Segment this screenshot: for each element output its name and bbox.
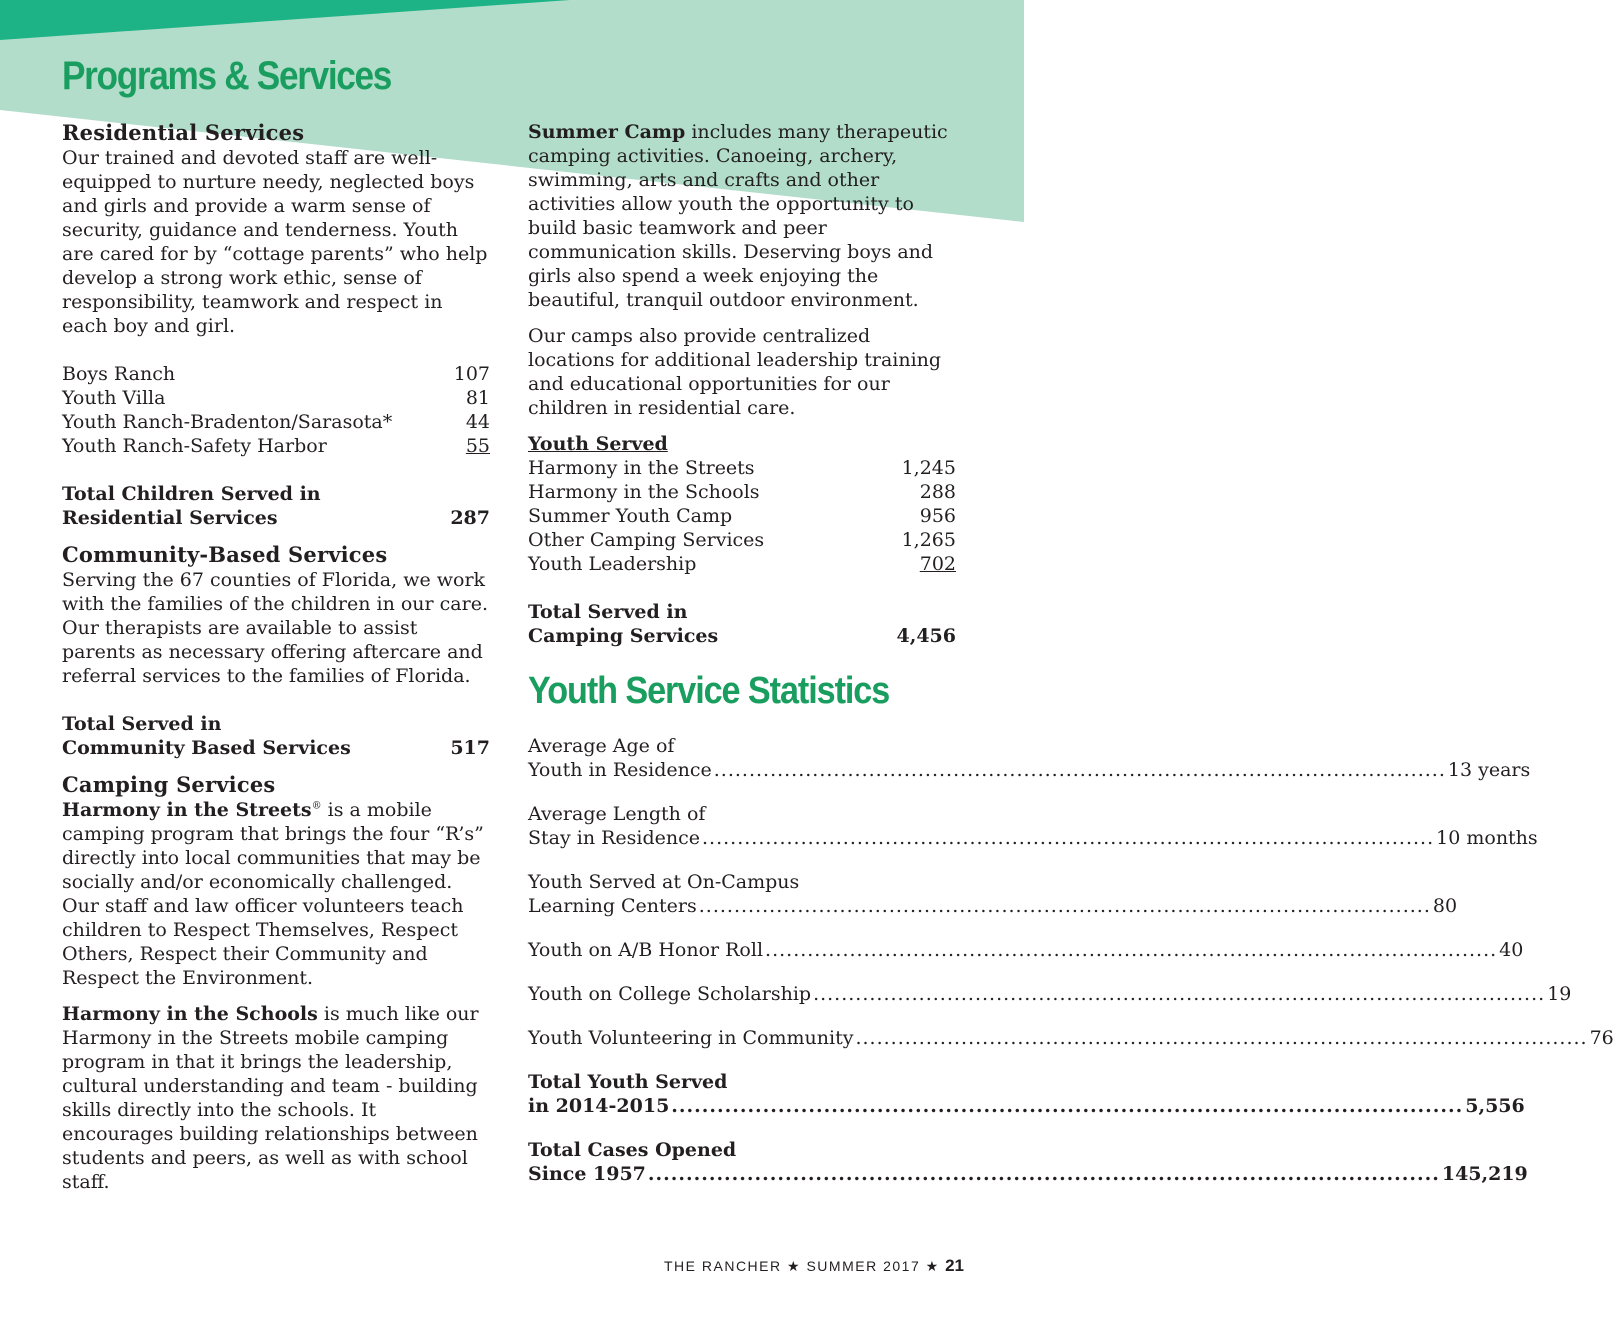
statistics-heading: Youth Service Statistics <box>528 670 890 712</box>
stat-label-2: in 2014-2015 <box>528 1095 670 1117</box>
list-item <box>62 410 490 434</box>
harmony-streets-body: is a mobile camping program that brings the four “R’s” directly into local communities that may be socially and/or economically challenged. Our staff and law officer volunteers teach children to Respect Themselves, Respect Others, Respect their Community and Respect the Environment. <box>62 799 484 989</box>
dot-leader: ........................................................................................................ <box>702 827 1435 849</box>
residential-total-label-2: Residential Services <box>62 507 278 529</box>
item-name: Harmony in the Streets <box>528 457 755 479</box>
list-item <box>528 456 956 480</box>
star-icon: ★ <box>787 1258 802 1274</box>
harmony-schools-body: is much like our Harmony in the Streets mobile camping program in that it brings the leadership, cultural understanding and team - building skills directly into the schools. It encourages building relationships between students and peers, as well as with school staff. <box>62 1003 479 1193</box>
stat-learning-centers <box>528 870 1458 918</box>
star-icon: ★ <box>925 1258 940 1274</box>
item-name: Youth Villa <box>62 387 166 409</box>
community-total-label: Total Served in <box>62 713 222 735</box>
stat-value: 13 years <box>1447 759 1531 781</box>
stat-average-stay <box>528 802 1538 850</box>
stat-label: Youth on A/B Honor Roll <box>528 939 764 961</box>
stat-label-2: Learning Centers <box>528 895 697 917</box>
stat-honor-roll <box>528 938 1524 962</box>
summer-camp-name: Summer Camp <box>528 121 686 143</box>
camping-services-heading: Camping Services <box>62 772 276 797</box>
dot-leader: ........................................................................................................ <box>813 983 1546 1005</box>
harmony-schools-paragraph <box>62 1002 490 1194</box>
community-total-value: 517 <box>450 737 490 759</box>
list-item <box>528 528 956 552</box>
community-services-heading: Community-Based Services <box>62 542 388 567</box>
stat-value: 40 <box>1499 939 1524 961</box>
stat-label-2: Since 1957 <box>528 1163 646 1185</box>
residential-total-label: Total Children Served in <box>62 483 321 505</box>
stat-label-2: Stay in Residence <box>528 827 701 849</box>
item-count: 702 <box>919 553 956 575</box>
stat-label: Youth Served at On-Campus <box>528 871 800 893</box>
community-services-body: Serving the 67 counties of Florida, we work with the families of the children in our care. Our therapists are available to assist parents as necessary offering aftercare and referral services to the families of Florida. <box>62 569 488 687</box>
item-name: Harmony in the Schools <box>528 481 760 503</box>
residential-services-body: Our trained and devoted staff are well-equipped to nurture needy, neglected boys and girls and provide a warm sense of security, guidance and tenderness. Youth are cared for by “cottage parents” who help develop a strong work ethic, sense of responsibility, teamwork and respect in each boy and girl. <box>62 147 488 337</box>
item-name: Youth Leadership <box>528 553 697 575</box>
item-count: 288 <box>919 481 956 503</box>
item-count: 1,265 <box>901 529 956 551</box>
page-title: Programs & Services <box>62 54 392 98</box>
right-column <box>528 120 1614 1186</box>
stat-label: Total Cases Opened <box>528 1139 737 1161</box>
stat-value: 5,556 <box>1465 1095 1525 1117</box>
list-item <box>528 480 956 504</box>
dot-leader: ........................................................................................................ <box>698 895 1431 917</box>
community-total-label-2: Community Based Services <box>62 737 351 759</box>
harmony-schools-name: Harmony in the Schools <box>62 1003 318 1025</box>
youth-served-heading: Youth Served <box>528 433 668 455</box>
dot-leader: ........................................................................................................ <box>671 1095 1464 1117</box>
item-name: Youth Ranch-Safety Harbor <box>62 435 327 457</box>
item-count: 1,245 <box>901 457 956 479</box>
harmony-streets-name: Harmony in the Streets <box>62 799 312 821</box>
issue-name: SUMMER 2017 <box>806 1258 921 1274</box>
camping-total-label-2: Camping Services <box>528 625 719 647</box>
item-name: Youth Ranch-Bradenton/Sarasota* <box>62 411 393 433</box>
registered-mark: ® <box>311 800 322 812</box>
item-count: 81 <box>465 387 490 409</box>
residential-services-heading: Residential Services <box>62 120 305 145</box>
item-name: Boys Ranch <box>62 363 176 385</box>
dot-leader: ........................................................................................................ <box>855 1027 1588 1049</box>
dot-leader: ........................................................................................................ <box>647 1163 1440 1185</box>
stat-value: 10 months <box>1436 827 1538 849</box>
dot-leader: ........................................................................................................ <box>713 759 1446 781</box>
camps-leadership-paragraph: Our camps also provide centralized locations for additional leadership training and educational opportunities for our children in residential care. <box>528 325 942 419</box>
item-name: Other Camping Services <box>528 529 765 551</box>
list-item <box>62 386 490 410</box>
item-count: 55 <box>465 435 490 457</box>
stat-label: Youth on College Scholarship <box>528 983 812 1005</box>
stat-average-age <box>528 734 1531 782</box>
dot-leader: ........................................................................................................ <box>765 939 1498 961</box>
stat-college-scholarship <box>528 982 1572 1006</box>
stat-label: Average Age of <box>528 735 675 757</box>
list-item <box>62 434 490 458</box>
list-item <box>528 552 956 576</box>
left-column <box>62 120 490 1194</box>
list-item <box>62 362 490 386</box>
harmony-streets-paragraph <box>62 798 490 990</box>
stat-total-cases <box>528 1138 1528 1186</box>
item-count: 44 <box>465 411 490 433</box>
stat-value: 19 <box>1547 983 1572 1005</box>
publication-name: THE RANCHER <box>664 1258 782 1274</box>
stat-value: 80 <box>1432 895 1458 917</box>
residential-total-value: 287 <box>450 507 490 529</box>
stat-label: Total Youth Served <box>528 1071 728 1093</box>
stat-label: Average Length of <box>528 803 706 825</box>
stat-label: Youth Volunteering in Community <box>528 1027 854 1049</box>
item-name: Summer Youth Camp <box>528 505 733 527</box>
summer-camp-body: includes many therapeutic camping activities. Canoeing, archery, swimming, arts and crafts and other activities allow youth the opportunity to build basic teamwork and peer communication skills. Deserving boys and girls also spend a week enjoying the beautiful, tranquil outdoor environment. <box>528 121 948 311</box>
item-count: 107 <box>453 363 490 385</box>
page-footer <box>664 1256 964 1276</box>
stat-label-2: Youth in Residence <box>528 759 712 781</box>
page-number: 21 <box>945 1256 964 1275</box>
list-item <box>528 504 956 528</box>
summer-camp-paragraph <box>528 120 956 312</box>
stat-value: 145,219 <box>1441 1163 1528 1185</box>
stat-value: 76 <box>1589 1027 1614 1049</box>
item-count: 956 <box>919 505 956 527</box>
stat-volunteering <box>528 1026 1614 1050</box>
camping-total-value: 4,456 <box>896 625 956 647</box>
camping-total-label: Total Served in <box>528 601 688 623</box>
stat-total-youth <box>528 1070 1525 1118</box>
